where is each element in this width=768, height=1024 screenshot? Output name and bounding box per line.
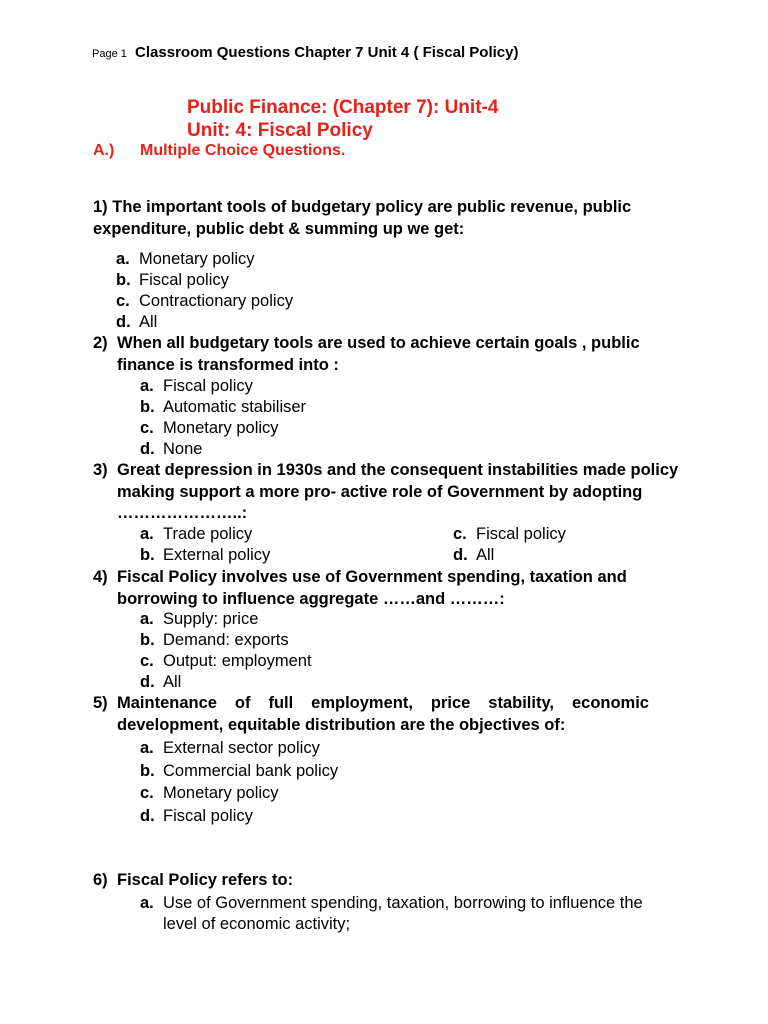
question-4-option-b — [140, 630, 289, 651]
option-letter: d. — [140, 673, 155, 691]
question-number: 2) — [93, 334, 108, 352]
option-text: Demand: exports — [163, 631, 289, 649]
question-3-option-b — [140, 545, 270, 566]
option-text: Monetary policy — [163, 784, 279, 802]
option-letter: d. — [140, 807, 155, 825]
question-4-option-d — [140, 672, 181, 693]
option-text: None — [163, 440, 203, 458]
option-letter: b. — [140, 631, 155, 649]
option-text: All — [163, 673, 182, 691]
option-text: Contractionary policy — [139, 292, 294, 310]
question-text: When all budgetary tools are used to achieve certain goals , public finance is transformed into : — [117, 334, 640, 374]
question-1-option-c — [116, 291, 293, 312]
option-text: Fiscal policy — [476, 525, 566, 543]
question-3-option-d — [453, 545, 494, 566]
question-2-option-d — [140, 439, 202, 460]
option-text: Supply: price — [163, 610, 259, 628]
option-letter: a. — [140, 377, 154, 395]
option-letter: c. — [140, 419, 154, 437]
option-letter: c. — [116, 292, 130, 310]
question-text: Fiscal Policy involves use of Government spending, taxation and borrowing to influence aggregate ……and ………: — [117, 568, 627, 608]
question-5-option-d — [140, 806, 253, 827]
page-header — [92, 44, 518, 61]
document-title: Public Finance: (Chapter 7): Unit-4 — [187, 97, 499, 118]
option-letter: b. — [140, 546, 155, 564]
question-5-option-b — [140, 761, 338, 782]
option-text: All — [139, 313, 158, 331]
option-letter: d. — [453, 546, 468, 564]
section-heading — [93, 142, 345, 160]
question-3 — [93, 460, 683, 525]
option-text: Fiscal policy — [163, 377, 253, 395]
page-number: Page 1 — [92, 48, 127, 60]
option-letter: d. — [116, 313, 131, 331]
question-text: Maintenance of full employment, price stability, economic development, equitable distribution are the objectives of: — [117, 694, 649, 734]
question-text: Great depression in 1930s and the consequent instabilities made policy making support a more pro- active role of Government by adopting …………………..: — [117, 461, 679, 522]
question-6 — [93, 870, 683, 892]
option-text: External policy — [163, 546, 271, 564]
option-text: Use of Government spending, taxation, borrowing to influence the level of economic activity; — [163, 894, 643, 933]
option-letter: b. — [116, 271, 131, 289]
option-letter: c. — [453, 525, 467, 543]
question-4-option-c — [140, 651, 312, 672]
question-4 — [93, 567, 683, 610]
option-letter: d. — [140, 440, 155, 458]
header-title: Classroom Questions Chapter 7 Unit 4 ( Fiscal Policy) — [135, 44, 519, 61]
option-letter: a. — [140, 894, 154, 912]
question-text: Fiscal Policy refers to: — [117, 871, 294, 889]
option-letter: a. — [140, 525, 154, 543]
question-2-option-b — [140, 397, 306, 418]
question-5-option-a — [140, 738, 320, 759]
option-letter: b. — [140, 762, 155, 780]
option-letter: a. — [116, 250, 130, 268]
question-1-option-d — [116, 312, 157, 333]
question-number: 4) — [93, 568, 108, 586]
option-text: Output: employment — [163, 652, 312, 670]
question-2 — [93, 333, 683, 376]
question-text: 1) The important tools of budgetary policy are public revenue, public expenditure, public debt & summing up we get: — [93, 198, 632, 238]
option-text: Fiscal policy — [163, 807, 253, 825]
question-1 — [93, 197, 683, 240]
option-text: Monetary policy — [163, 419, 279, 437]
question-number: 6) — [93, 871, 108, 889]
option-text: Automatic stabiliser — [163, 398, 307, 416]
question-2-option-a — [140, 376, 253, 397]
option-letter: c. — [140, 784, 154, 802]
option-text: Commercial bank policy — [163, 762, 339, 780]
section-label: A.) — [93, 142, 115, 159]
question-2-option-c — [140, 418, 279, 439]
question-1-option-b — [116, 270, 229, 291]
question-3-option-a — [140, 524, 252, 545]
question-5-option-c — [140, 783, 279, 804]
section-title: Multiple Choice Questions. — [140, 142, 346, 159]
question-4-option-a — [140, 609, 258, 630]
option-text: All — [476, 546, 495, 564]
option-letter: a. — [140, 739, 154, 757]
question-1-option-a — [116, 249, 255, 270]
question-number: 5) — [93, 694, 108, 712]
question-number: 3) — [93, 461, 108, 479]
option-letter: b. — [140, 398, 155, 416]
question-number: 1) — [93, 198, 108, 216]
option-text: Monetary policy — [139, 250, 255, 268]
option-letter: a. — [140, 610, 154, 628]
option-letter: c. — [140, 652, 154, 670]
question-5 — [93, 693, 649, 736]
question-6-option-a — [140, 893, 660, 935]
question-3-option-c — [453, 524, 566, 545]
option-text: External sector policy — [163, 739, 320, 757]
option-text: Trade policy — [163, 525, 253, 543]
option-text: Fiscal policy — [139, 271, 229, 289]
document-subtitle: Unit: 4: Fiscal Policy — [187, 120, 373, 141]
